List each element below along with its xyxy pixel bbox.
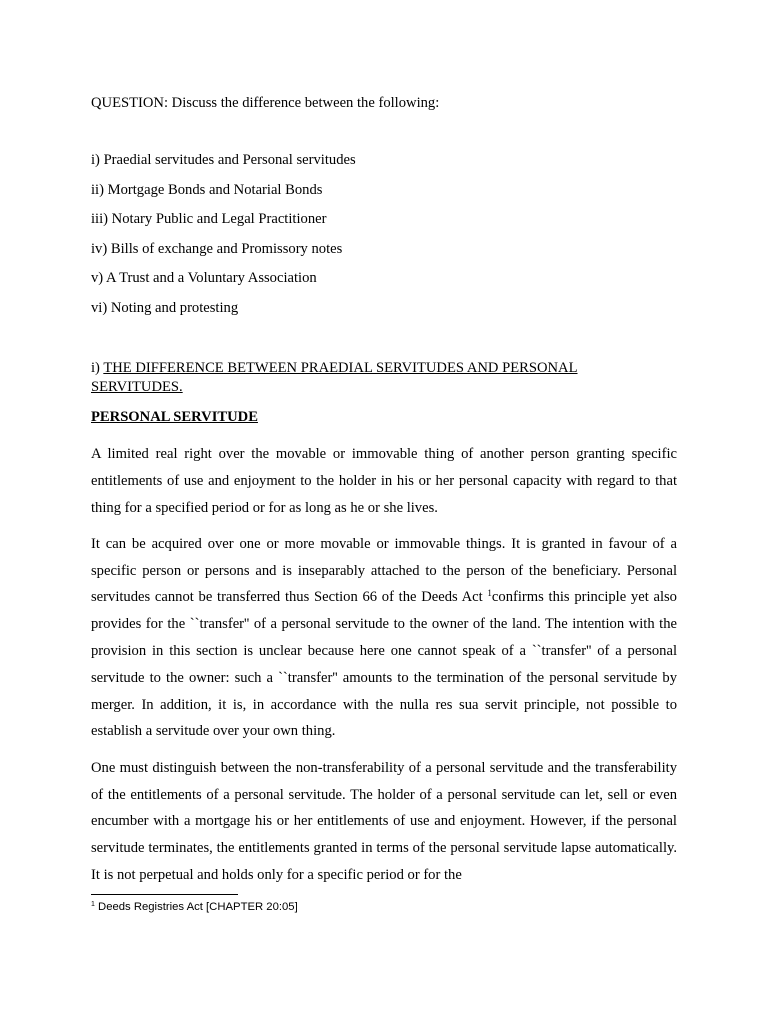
subheading: PERSONAL SERVITUDE [91, 409, 258, 425]
list-item: v) A Trust and a Voluntary Association [91, 270, 317, 287]
list-item: iv) Bills of exchange and Promissory notes [91, 240, 343, 257]
section-heading [91, 359, 611, 397]
section-number: i) [91, 360, 104, 376]
paragraph: One must distinguish between the non-transferability of a personal servitude and the transferability of the entitlements of a personal servitude. The holder of a personal servitude can let, sell or even encumber with a mortgage his or her entitlements of use and enjoyment. However, if the personal servitude terminates, the entitlements granted in terms of the personal servitude lapse automatically. It is not perpetual and holds only for a specific period or for the [91, 759, 677, 883]
paragraph [91, 531, 677, 745]
list-item: ii) Mortgage Bonds and Notarial Bonds [91, 181, 323, 198]
paragraph-text: confirms this principle yet also provides for the ``transfer'' of a personal servitude to the owner of the land. The intention with the provision in this section is unclear because here one cannot speak of a ``transfer'' of a personal servitude to the owner: such a ``transfer'' amounts to the termination of the personal servitude by merger. In addition, it is, in accordance with the nulla res sua servit principle, not possible to establish a servitude over your own thing. [91, 589, 677, 740]
list-item: iii) Notary Public and Legal Practitioner [91, 211, 327, 228]
section-title: THE DIFFERENCE BETWEEN PRAEDIAL SERVITUDES AND PERSONAL SERVITUDES. [91, 360, 578, 395]
footnote-number: 1 [91, 901, 95, 908]
question-heading: QUESTION: Discuss the difference between the following: [91, 95, 440, 111]
footnote [91, 899, 298, 915]
list-item: i) Praedial servitudes and Personal servitudes [91, 152, 356, 168]
body-text [91, 441, 677, 898]
footnote-text: Deeds Registries Act [CHAPTER 20:05] [94, 901, 298, 913]
footnote-reference[interactable]: 1 [487, 588, 492, 599]
list-item: vi) Noting and protesting [91, 299, 239, 316]
footnote-separator [91, 894, 238, 895]
paragraph: A limited real right over the movable or immovable thing of another person granting specific entitlements of use and enjoyment to the holder in his or her personal capacity with regard to that thing for a specified period or for as long as he or she lives. [91, 446, 677, 516]
question-list [91, 151, 356, 329]
paragraph-text: It can be acquired over one or more movable or immovable things. It is granted in favour of a specific person or persons and is inseparably attached to the person of the beneficiary. Personal servitudes cannot be transferred thus Section 66 of the Deeds Act [91, 535, 677, 606]
